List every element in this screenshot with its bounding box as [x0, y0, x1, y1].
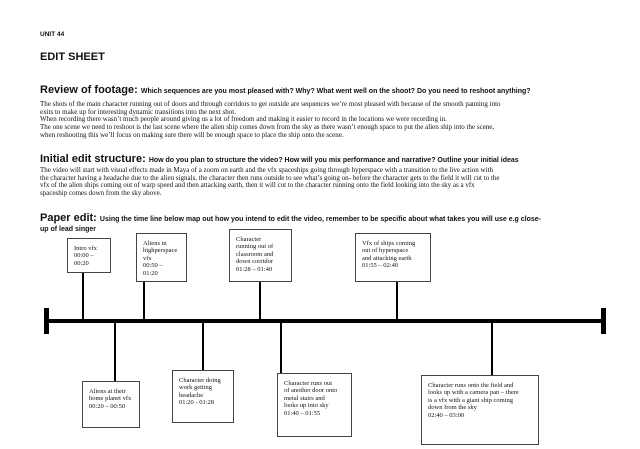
timeline-tick — [202, 323, 204, 370]
timeline-bar — [48, 319, 604, 323]
timeline-box-top — [355, 233, 431, 282]
box-line: classroom and — [236, 250, 274, 258]
structure-line: The video will start with visual effects made in Maya of a zoom on earth and the vfx spaceships going through hyperspace with a transition to the live action with — [40, 166, 494, 174]
timeline-start-cap — [44, 308, 49, 334]
box-line: of another door onto — [284, 387, 338, 395]
timeline-tick — [143, 282, 145, 319]
paper-heading — [40, 212, 541, 224]
box-line: metal stairs and — [284, 394, 325, 402]
box-line: vfx — [143, 254, 152, 262]
page-title: EDIT SHEET — [40, 51, 105, 63]
box-line: Character runs out — [284, 380, 333, 387]
review-line: exits to make up for interesting dynamic transitions into the next shot. — [40, 107, 236, 116]
structure-line: vfx of the alien ships coming out of warp speed and then attacking earth, then it will cut to the character running onto the field looking into the sky as a vfx — [40, 181, 475, 190]
review-heading-label: Review of footage: — [40, 84, 138, 96]
box-line: 02:40 – 03:00 — [428, 411, 465, 419]
paper-question-cont: up of lead singer — [40, 226, 97, 233]
unit-label: UNIT 44 — [40, 31, 65, 38]
timeline-box-bottom — [82, 381, 140, 428]
box-line: 00:20 – 00:50 — [89, 402, 126, 410]
box-line: down corridor — [236, 258, 274, 266]
timeline-box-top — [136, 233, 187, 282]
box-line: Intro vfx — [74, 245, 97, 252]
box-line: down from the sky — [428, 404, 477, 412]
box-line: 00:50 – — [143, 262, 163, 270]
box-line: 00:20 — [74, 259, 89, 267]
timeline-box-bottom — [421, 375, 539, 445]
review-text — [40, 101, 600, 140]
box-line: Vfx of ships coming — [362, 240, 416, 247]
box-line: Character doing — [179, 377, 221, 384]
box-line: Aliens at their — [89, 388, 126, 395]
box-line: 01:55 – 02:40 — [362, 262, 399, 270]
box-line: 01:20 — [143, 269, 158, 277]
timeline-box-bottom — [277, 373, 352, 437]
structure-heading — [40, 153, 519, 165]
timeline-tick — [396, 282, 398, 319]
structure-question: How do you plan to structure the video? How will you mix performance and narrative? Outline your initial ideas — [148, 157, 519, 164]
box-line: work getting — [179, 384, 213, 392]
box-line: Aliens in — [143, 240, 167, 247]
review-heading — [40, 84, 531, 96]
box-line: 01:20 - 01:28 — [179, 399, 215, 407]
box-line: looks up into sky — [284, 402, 329, 410]
timeline-tick — [114, 323, 116, 381]
timeline-end-cap — [601, 308, 606, 334]
structure-heading-label: Initial edit structure: — [40, 153, 146, 165]
box-line: home planet vfx — [89, 395, 132, 403]
timeline-tick — [259, 282, 261, 319]
box-line: 00:00 – — [74, 252, 94, 260]
timeline-box-top — [229, 229, 292, 282]
box-line: headache — [179, 391, 204, 399]
structure-line: spaceship comes down from the sky above. — [40, 189, 162, 198]
structure-line: the character having a headache due to the alien signals, the character then runs outside to see what’s going on- before the character gets to the field it will cut to the — [40, 173, 500, 182]
timeline-tick — [491, 323, 493, 377]
box-line: is a vfx with a giant ship coming — [428, 396, 514, 404]
review-line: The shots of the main character running out of doors and through corridors to get outside are sequences we’re most pleased with because of the smooth panning into — [40, 100, 501, 108]
box-line: highperspace — [143, 247, 178, 255]
box-line: Character runs onto the field and — [428, 382, 514, 389]
timeline-tick — [82, 272, 84, 319]
box-line: 01:28 – 01:40 — [236, 265, 273, 273]
review-question: Which sequences are you most pleased with? Why? What went well on the shoot? Do you need to reshoot anything? — [140, 88, 531, 95]
box-line: out of hyperspace — [362, 247, 409, 255]
box-line: Character — [236, 236, 262, 243]
paper-question: Using the time line below map out how you intend to edit the video, remember to be specific about what takes you will use e.g close- — [99, 216, 541, 223]
timeline-box-bottom — [172, 370, 234, 423]
box-line: 01:40 – 01:55 — [284, 409, 321, 417]
review-line: The one scene we need to reshoot is the last scene where the alien ship comes down from the sky as there wasn’t enough space to put the alien ship into the scene, — [40, 123, 495, 132]
paper-heading-label: Paper edit: — [40, 212, 97, 224]
box-line: running out of — [236, 243, 274, 251]
review-line: When recording there wasn’t much people around giving us a lot of freedom and making it easier to record in the locations we were recording in. — [40, 115, 447, 124]
box-line: and attacking earth — [362, 254, 412, 262]
review-line: when reshooting this we’ll focus on making sure there will be enough space to place the ship onto the scene. — [40, 130, 344, 139]
timeline-box-top — [67, 238, 111, 273]
structure-text — [40, 167, 600, 198]
timeline-tick — [280, 323, 282, 378]
box-line: looks up with a camera pan – there — [428, 389, 519, 397]
